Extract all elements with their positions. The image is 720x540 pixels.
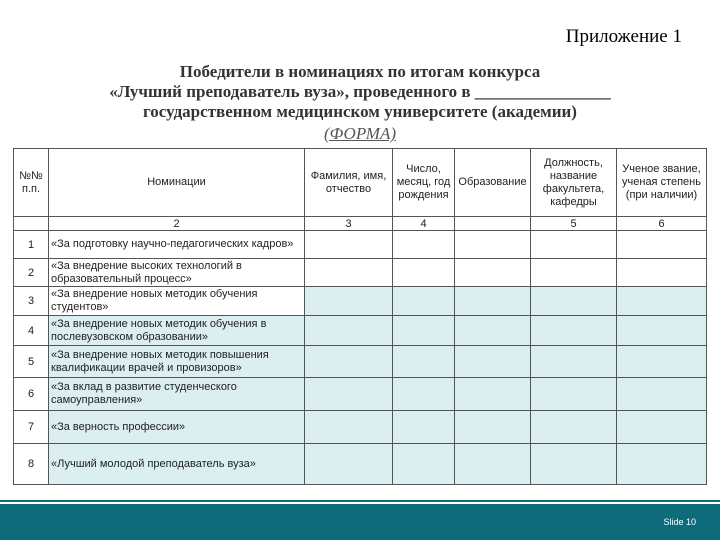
empty-cell[interactable] — [617, 287, 707, 316]
empty-cell[interactable] — [305, 287, 393, 316]
empty-cell[interactable] — [455, 259, 531, 287]
row-nomination: «За подготовку научно-педагогических кадров» — [49, 231, 305, 259]
document-title — [30, 62, 690, 122]
empty-cell[interactable] — [305, 444, 393, 485]
title-line-1: Победители в номинациях по итогам конкурса — [179, 62, 541, 81]
empty-cell[interactable] — [531, 316, 617, 346]
header-position: Должность, название факультета, кафедры — [531, 149, 617, 217]
column-number — [14, 217, 49, 231]
column-number: 5 — [531, 217, 617, 231]
empty-cell[interactable] — [531, 378, 617, 411]
empty-cell[interactable] — [393, 316, 455, 346]
empty-cell[interactable] — [305, 259, 393, 287]
header-degree: Ученое звание, ученая степень (при наличии) — [617, 149, 707, 217]
table-row — [14, 287, 707, 316]
empty-cell[interactable] — [393, 444, 455, 485]
column-number: 3 — [305, 217, 393, 231]
empty-cell[interactable] — [455, 444, 531, 485]
empty-cell[interactable] — [617, 444, 707, 485]
row-number: 2 — [14, 259, 49, 287]
column-numbers-row — [14, 217, 707, 231]
row-number: 8 — [14, 444, 49, 485]
column-number — [455, 217, 531, 231]
empty-cell[interactable] — [531, 346, 617, 378]
table-header-row — [14, 149, 707, 217]
empty-cell[interactable] — [531, 287, 617, 316]
empty-cell[interactable] — [455, 287, 531, 316]
row-nomination: «За внедрение высоких технологий в образовательный процесс» — [49, 259, 305, 287]
row-number: 7 — [14, 411, 49, 444]
table-row — [14, 378, 707, 411]
column-number: 2 — [49, 217, 305, 231]
row-nomination: «За внедрение новых методик обучения в послевузовском образовании» — [49, 316, 305, 346]
table-row — [14, 231, 707, 259]
empty-cell[interactable] — [617, 411, 707, 444]
row-number: 4 — [14, 316, 49, 346]
slide-number: Slide 10 — [663, 517, 696, 527]
row-number: 5 — [14, 346, 49, 378]
empty-cell[interactable] — [305, 316, 393, 346]
table-row — [14, 259, 707, 287]
row-number: 6 — [14, 378, 49, 411]
table-row — [14, 316, 707, 346]
header-birth: Число, месяц, год рождения — [393, 149, 455, 217]
empty-cell[interactable] — [393, 259, 455, 287]
table-row — [14, 346, 707, 378]
row-nomination: «За внедрение новых методик повышения квалификации врачей и провизоров» — [49, 346, 305, 378]
empty-cell[interactable] — [455, 346, 531, 378]
footer-bar — [0, 504, 720, 540]
empty-cell[interactable] — [305, 231, 393, 259]
footer-divider — [0, 500, 720, 502]
empty-cell[interactable] — [531, 259, 617, 287]
row-nomination: «Лучший молодой преподаватель вуза» — [49, 444, 305, 485]
empty-cell[interactable] — [393, 231, 455, 259]
header-nomination: Номинации — [49, 149, 305, 217]
table-row — [14, 411, 707, 444]
empty-cell[interactable] — [531, 231, 617, 259]
row-nomination: «За внедрение новых методик обучения студентов» — [49, 287, 305, 316]
empty-cell[interactable] — [617, 378, 707, 411]
empty-cell[interactable] — [531, 444, 617, 485]
title-line-3: государственном медицинском университете (академии) — [143, 102, 577, 121]
header-name: Фамилия, имя, отчество — [305, 149, 393, 217]
empty-cell[interactable] — [455, 378, 531, 411]
column-number: 4 — [393, 217, 455, 231]
empty-cell[interactable] — [305, 411, 393, 444]
column-number: 6 — [617, 217, 707, 231]
empty-cell[interactable] — [305, 346, 393, 378]
empty-cell[interactable] — [393, 411, 455, 444]
form-label: (ФОРМА) — [324, 124, 396, 143]
empty-cell[interactable] — [455, 316, 531, 346]
row-number: 3 — [14, 287, 49, 316]
empty-cell[interactable] — [617, 231, 707, 259]
empty-cell[interactable] — [455, 231, 531, 259]
row-nomination: «За верность профессии» — [49, 411, 305, 444]
empty-cell[interactable] — [617, 259, 707, 287]
row-nomination: «За вклад в развитие студенческого самоуправления» — [49, 378, 305, 411]
table-row — [14, 444, 707, 485]
empty-cell[interactable] — [617, 316, 707, 346]
empty-cell[interactable] — [305, 378, 393, 411]
empty-cell[interactable] — [617, 346, 707, 378]
header-education: Образование — [455, 149, 531, 217]
title-line-2: «Лучший преподаватель вуза», проведенного в ________________ — [109, 82, 611, 101]
empty-cell[interactable] — [455, 411, 531, 444]
header-num: №№ п.п. — [14, 149, 49, 217]
row-number: 1 — [14, 231, 49, 259]
empty-cell[interactable] — [393, 346, 455, 378]
empty-cell[interactable] — [393, 287, 455, 316]
appendix-label: Приложение 1 — [565, 26, 682, 47]
empty-cell[interactable] — [531, 411, 617, 444]
nominations-table — [13, 148, 707, 485]
empty-cell[interactable] — [393, 378, 455, 411]
